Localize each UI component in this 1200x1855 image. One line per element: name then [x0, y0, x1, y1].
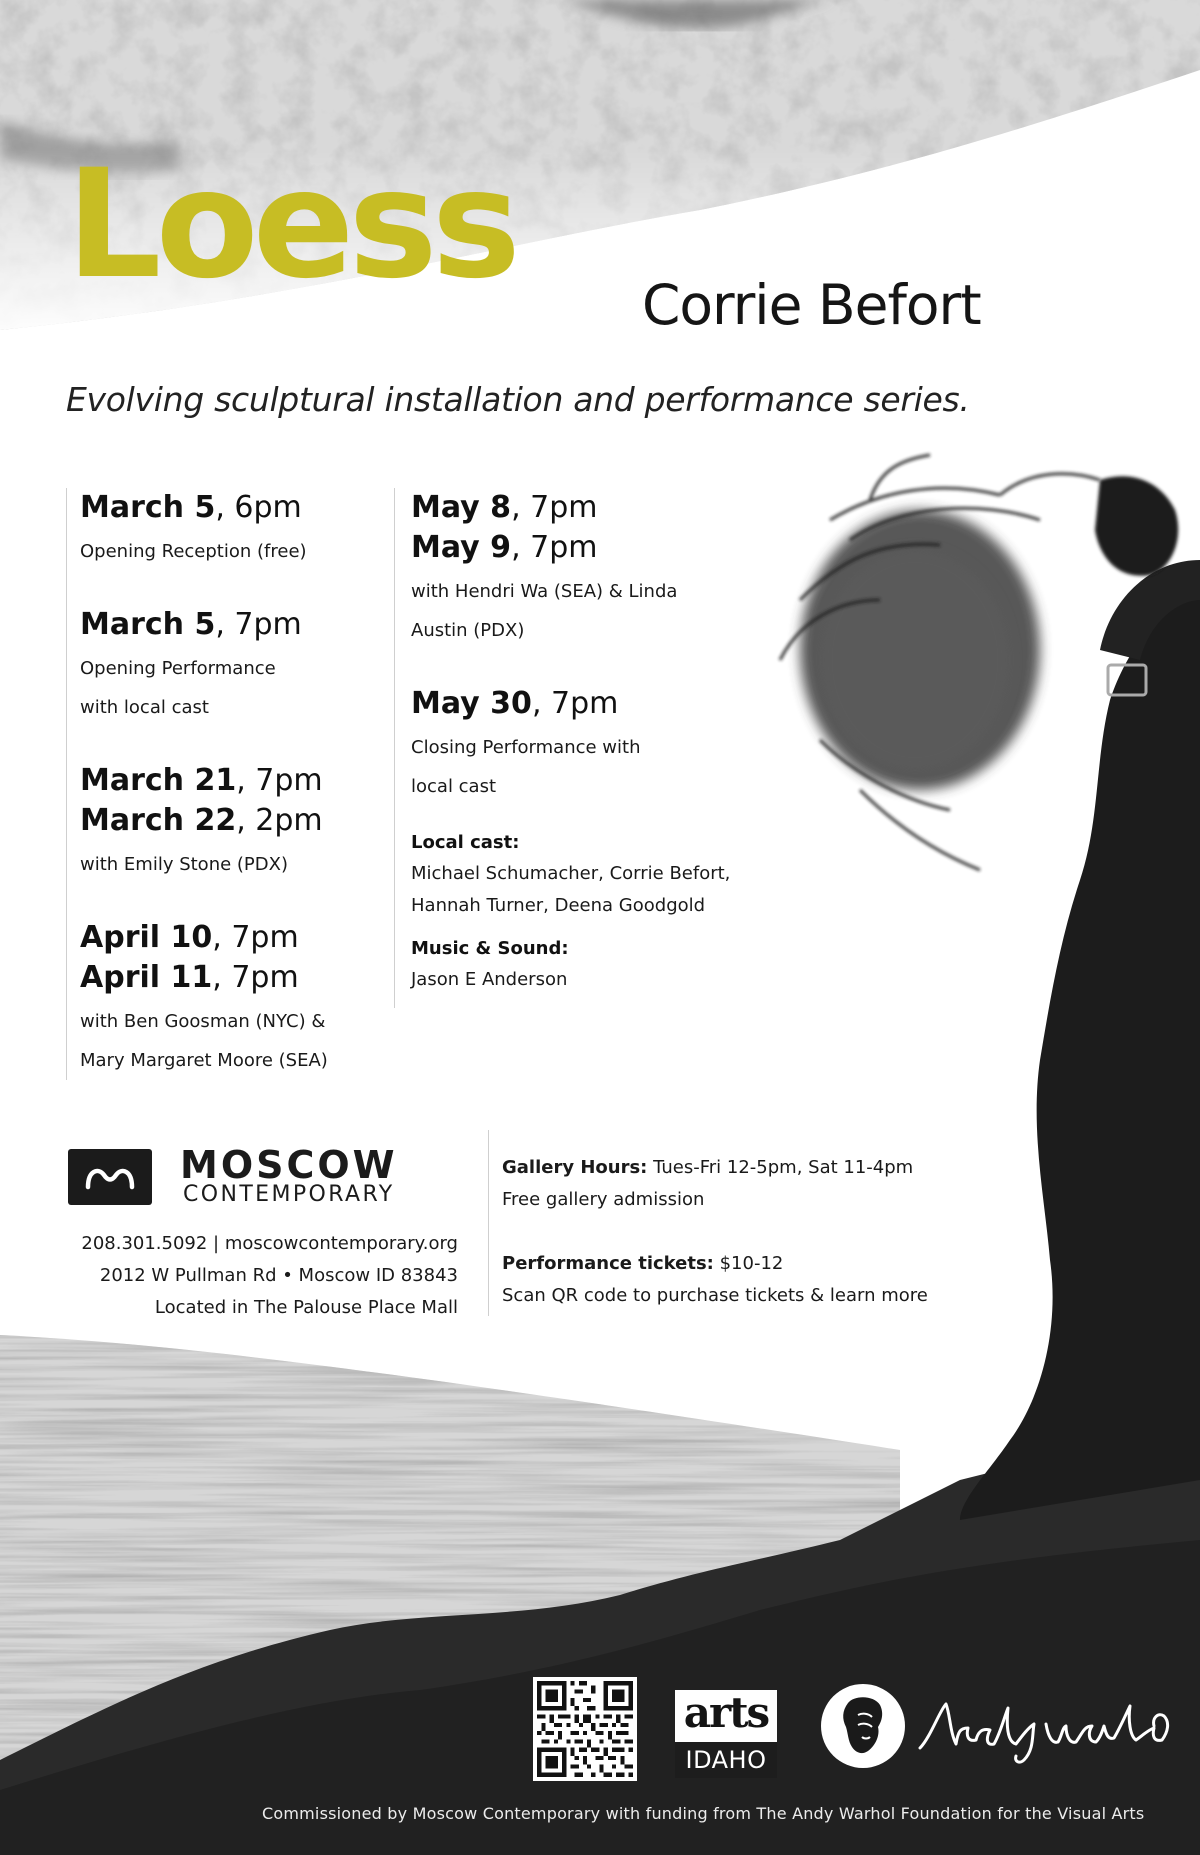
- event-description: with Ben Goosman (NYC) & Mary Margaret Moore (SEA): [80, 1011, 328, 1071]
- event-date: May 9, 7pm: [411, 530, 598, 565]
- event-april-goosman-moore: [80, 918, 396, 1080]
- logo-wordmark-contemporary: CONTEMPORARY: [183, 1182, 395, 1207]
- event-description: Opening Reception (free): [80, 541, 307, 562]
- moscow-contemporary-logo-icon: [68, 1149, 152, 1205]
- gallery-hours: Gallery Hours: Tues-Fri 12-5pm, Sat 11-4pm: [502, 1157, 914, 1178]
- event-date: April 11, 7pm: [80, 960, 299, 995]
- credit-heading: Local cast:: [411, 832, 520, 853]
- event-date: April 10, 7pm: [80, 920, 299, 955]
- venue-contact: [58, 1228, 458, 1324]
- event-date: March 5, 6pm: [80, 490, 302, 525]
- event-date: May 8, 7pm: [411, 490, 598, 525]
- credit-line: Hannah Turner, Deena Goodgold: [411, 895, 706, 916]
- poster-subtitle: Evolving sculptural installation and performance series.: [66, 380, 970, 419]
- warhol-signature: [916, 1688, 1176, 1768]
- event-date: March 22, 2pm: [80, 803, 323, 838]
- schedule-right-column: [394, 488, 764, 1008]
- event-description: with Hendri Wa (SEA) & Linda Austin (PDX): [411, 581, 678, 641]
- credit-line: Jason E Anderson: [411, 969, 568, 990]
- event-description: Opening Performance with local cast: [80, 658, 276, 718]
- event-opening-performance: [80, 605, 396, 727]
- event-march-emily-stone: [80, 761, 396, 884]
- credit-line: Michael Schumacher, Corrie Befort,: [411, 863, 731, 884]
- event-opening-reception: [80, 488, 396, 571]
- schedule-left-column: [66, 488, 396, 1080]
- artist-name: Corrie Befort: [642, 273, 981, 337]
- commission-credit: Commissioned by Moscow Contemporary with funding from The Andy Warhol Foundation for the Visual Arts: [262, 1804, 1145, 1823]
- music-sound-credit: [411, 934, 764, 996]
- qr-code-icon[interactable]: [533, 1677, 637, 1781]
- poster-title: Loess: [66, 138, 515, 312]
- event-date: March 21, 7pm: [80, 763, 323, 798]
- event-date: May 30, 7pm: [411, 686, 619, 721]
- qr-instruction: Scan QR code to purchase tickets & learn more: [502, 1285, 928, 1306]
- phone-website[interactable]: 208.301.5092 | moscowcontemporary.org: [81, 1233, 458, 1254]
- arts-idaho-logo: [675, 1690, 777, 1778]
- arts-idaho-top: arts: [683, 1688, 769, 1737]
- event-may-hendri-wa: [411, 488, 764, 650]
- ticket-price: Performance tickets: $10-12: [502, 1253, 784, 1274]
- visitor-info: [502, 1152, 962, 1312]
- arts-idaho-bottom: IDAHO: [675, 1742, 777, 1778]
- local-cast-credit: [411, 828, 764, 922]
- event-date: March 5, 7pm: [80, 607, 302, 642]
- venue-location: Located in The Palouse Place Mall: [154, 1297, 458, 1318]
- admission-note: Free gallery admission: [502, 1189, 705, 1210]
- venue-address: 2012 W Pullman Rd • Moscow ID 83843: [99, 1265, 458, 1286]
- credit-heading: Music & Sound:: [411, 938, 569, 959]
- event-description: with Emily Stone (PDX): [80, 854, 288, 875]
- warhol-foundation-seal-icon: [818, 1681, 908, 1771]
- event-description: Closing Performance with local cast: [411, 737, 641, 797]
- info-divider: [488, 1130, 489, 1316]
- event-closing-performance: [411, 684, 764, 806]
- logo-wordmark-moscow: MOSCOW: [180, 1143, 398, 1187]
